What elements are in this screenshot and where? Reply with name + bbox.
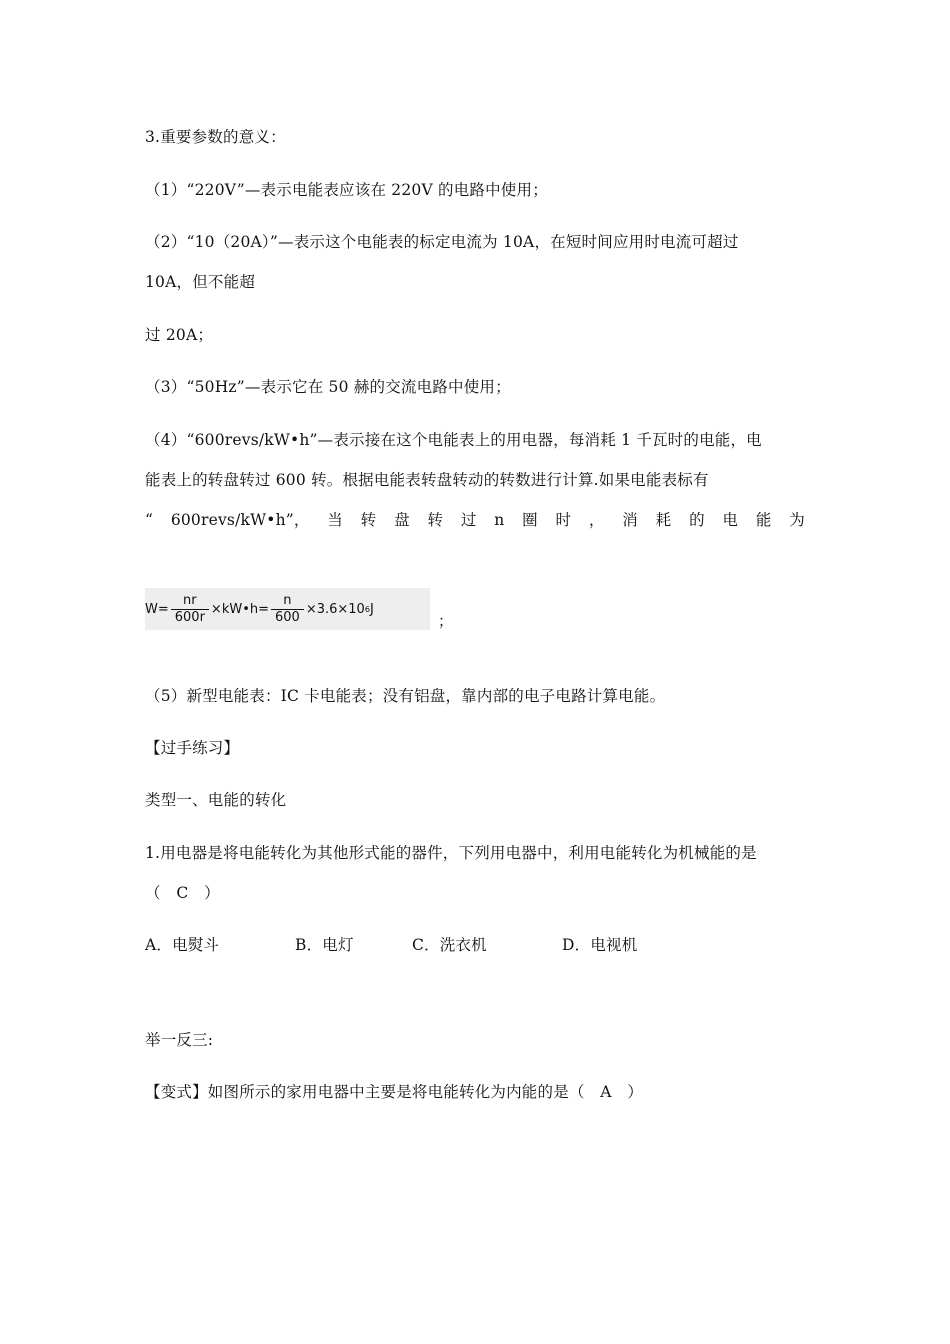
justified-word: 的	[689, 511, 705, 529]
justified-word: n	[494, 511, 505, 529]
section-title: 3.重要参数的意义：	[145, 128, 286, 146]
formula-rhs-unit: J	[369, 601, 374, 617]
formula-mid: ×kW•h=	[210, 601, 269, 617]
formula-fraction-1-denominator: 600r	[171, 609, 209, 626]
formula-fraction-2-numerator: n	[283, 592, 292, 608]
justified-word: 转	[427, 511, 444, 529]
variant-question: 【变式】如图所示的家用电器中主要是将电能转化为内能的是（ A ）	[145, 1083, 644, 1101]
question-1-line-1: 1.用电器是将电能转化为其他形式能的器件，下列用电器中，利用电能转化为机械能的是	[145, 844, 757, 862]
practice-heading: 【过手练习】	[145, 739, 240, 757]
formula-fraction-2	[271, 593, 304, 626]
formula-rhs-base: ×3.6×10	[305, 601, 365, 617]
justified-word: 为	[789, 511, 805, 529]
justified-word: 能	[755, 511, 772, 529]
justified-word: ，	[588, 511, 605, 529]
justified-word: “	[145, 511, 154, 529]
question-1-answer: （ C ）	[145, 884, 220, 902]
option-b: B．电灯	[295, 936, 354, 954]
justified-word: 圈	[522, 511, 538, 529]
option-a: A．电熨斗	[145, 936, 220, 954]
energy-formula	[145, 588, 430, 630]
question-1-options	[145, 935, 637, 955]
param-item-3: （3）“50Hz”—表示它在 50 赫的交流电路中使用；	[145, 378, 511, 396]
formula-rhs-exponent: 6	[364, 604, 370, 614]
formula-lhs: W=	[145, 601, 169, 617]
justified-word: 盘	[394, 511, 410, 529]
option-d: D．电视机	[562, 936, 638, 954]
formula-fraction-2-denominator: 600	[271, 609, 304, 626]
formula-fraction-1	[171, 593, 209, 626]
justified-word: 时	[555, 511, 572, 529]
justified-word: 消	[622, 511, 638, 529]
justified-word: 耗	[655, 511, 672, 529]
param-item-4-line-3	[145, 510, 805, 530]
justified-word: 电	[722, 511, 739, 529]
justified-word: 600revs/kW•h”，	[170, 511, 310, 529]
param-item-4-line-1: （4）“600revs/kW•h”—表示接在这个电能表上的用电器，每消耗 1 千瓦时的电能，电	[145, 431, 762, 449]
param-item-1: （1）“220V”—表示电能表应该在 220V 的电路中使用；	[145, 181, 548, 199]
option-c: C．洗衣机	[412, 936, 487, 954]
formula-fraction-1-numerator: nr	[183, 592, 197, 608]
param-item-5: （5）新型电能表：IC 卡电能表；没有铝盘，靠内部的电子电路计算电能。	[145, 687, 666, 705]
type-heading: 类型一、电能的转化	[145, 791, 287, 809]
param-item-2-line-3: 过 20A；	[145, 326, 214, 344]
formula-trailing-punctuation: ；	[438, 612, 454, 630]
justified-word: 转	[360, 511, 377, 529]
param-item-2-line-1: （2）“10（20A）”—表示这个电能表的标定电流为 10A，在短时间应用时电流可超过	[145, 233, 739, 251]
param-item-4-line-2: 能表上的转盘转过 600 转。根据电能表转盘转动的转数进行计算.如果电能表标有	[145, 471, 709, 489]
param-item-2-line-2: 10A，但不能超	[145, 273, 256, 291]
justified-word: 当	[327, 511, 343, 529]
justified-word: 过	[460, 511, 477, 529]
extend-heading: 举一反三:	[145, 1031, 214, 1049]
